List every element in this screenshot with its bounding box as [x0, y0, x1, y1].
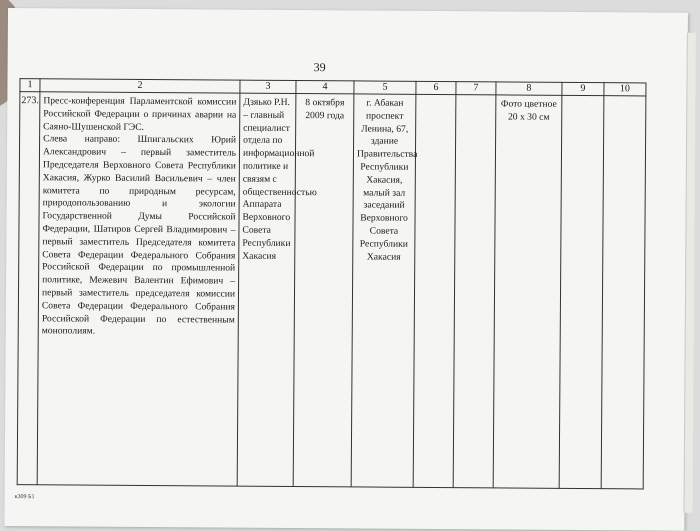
description-cell: [37, 92, 240, 486]
col7-value: [456, 95, 495, 98]
photo-date: 8 октября 2009 года: [305, 97, 345, 122]
header-col-4: 4: [296, 81, 354, 94]
row-number: 273.: [21, 95, 39, 107]
photo-author: Дзяько Р.Н. – главный специалист отдела по информационной политике и связям с общественностью Аппарата Верховного Совета Республики Хакасия: [242, 96, 317, 262]
header-col-6: 6: [416, 81, 456, 94]
format-cell: [493, 95, 562, 488]
row-number-cell: [17, 92, 40, 485]
header-col-10: 10: [604, 83, 646, 96]
header-col-5: 5: [354, 81, 416, 94]
header-col-7: 7: [456, 82, 496, 95]
col7-cell: [453, 95, 496, 488]
header-col-9: 9: [562, 82, 604, 95]
photo-place: г. Абакан проспект Ленина, 67, здание Правительства Республики Хакасия, малый зал заседаний Верховного Совета Республики Хакасия: [356, 97, 418, 263]
col10-cell: [601, 96, 646, 489]
photo-format: Фото цветное 20 х 30 см: [500, 98, 557, 123]
photo-description: Пресс-конференция Парламентской комиссии Российской Федерации о причинах аварии на Саяно-Шушенской ГЭС. Слева направо: Шпигальских Юрий Александрович – первый заместитель Председателя Верховного Совета Республики Хакасия, Журко Василий Васильевич – член комитета по природным ресурсам, природопользованию и экологии Государственной Думы Российской Федерации, Шатиров Сергей Владимирович – первый заместитель Председателя комитета Совета Федерации Федерального Собрания Российской Федерации по промышленной политике, Межевич Валентин Ефимович – первый заместитель председателя комиссии Совета Федерации Федерального Собрания Российской Федерации по естественным монополиям.: [41, 95, 237, 337]
col9-cell: [559, 95, 604, 488]
header-col-8: 8: [496, 82, 562, 95]
header-col-1: 1: [20, 79, 40, 92]
author-cell: [237, 93, 317, 486]
page-stack-edge: [683, 33, 695, 513]
place-cell: [351, 94, 416, 487]
table-row: [17, 92, 646, 489]
col10-value: [604, 96, 645, 99]
header-col-2: 2: [40, 79, 240, 93]
col6-cell: [413, 94, 456, 487]
document-page: [4, 8, 688, 531]
print-stamp: к309 Б1: [14, 494, 35, 501]
col9-value: [562, 96, 603, 99]
page-number: 39: [313, 60, 326, 75]
photo-register-table: [17, 78, 647, 489]
header-col-3: 3: [240, 80, 296, 93]
col6-value: [416, 95, 455, 98]
